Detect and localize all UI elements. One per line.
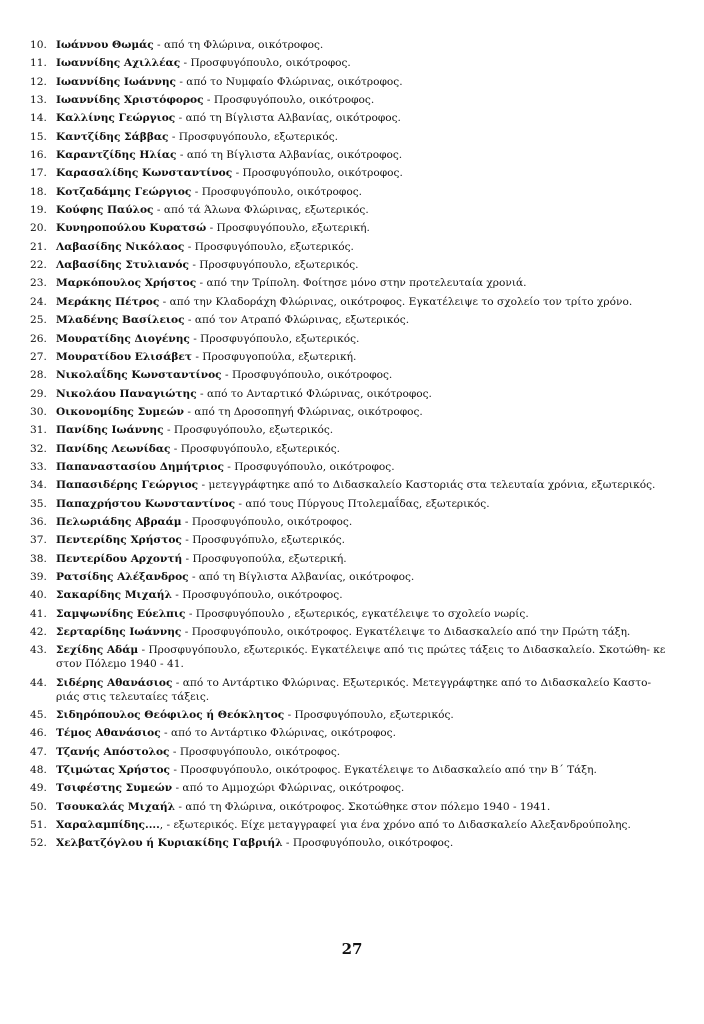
entry-number: 32.: [30, 442, 47, 455]
entry-number: 29.: [30, 387, 47, 400]
entry-number: 21.: [30, 240, 47, 253]
entry-number: 14.: [30, 112, 47, 125]
entry-name: Κοτζαδάμης Γεώργιος: [56, 185, 192, 198]
list-item: [30, 836, 670, 850]
entry-description: - Προσφυγόπουλο , εξωτερικός, εγκατέλειψε το σχολείο νωρίς.: [185, 607, 529, 620]
entry-name: Πανίδης Λεωνίδας: [56, 442, 171, 455]
entry-description: - από το Ανταρτικό Φλώρινας, οικότροφος.: [196, 387, 432, 400]
entry-text: [56, 607, 670, 621]
list-item: [30, 497, 670, 511]
entry-text: [56, 93, 670, 107]
list-item: [30, 387, 670, 401]
entry-number: 25.: [30, 314, 47, 327]
entry-name: Καραντζίδης Ηλίας: [56, 149, 177, 162]
entry-name: Τέμος Αθανάσιος: [56, 727, 161, 740]
entry-description: - από τά Άλωνα Φλώρινας, εξωτερικός.: [153, 204, 369, 217]
list-item: [30, 588, 670, 602]
entry-number: 36.: [30, 515, 47, 528]
entry-description: - από τους Πύργους Πτολεμαΐδας, εξωτερικός.: [235, 497, 490, 510]
entry-text: [56, 405, 670, 419]
entry-text: [56, 221, 670, 235]
entry-name: Ιωάννου Θωμάς: [56, 39, 154, 51]
entry-text: [56, 478, 670, 492]
entry-number: 42.: [30, 626, 47, 638]
list-item: [30, 368, 670, 382]
entry-description: - Προσφυγόπουλο, οικότροφος.: [223, 460, 395, 473]
entry-name: Κυνηροπούλου Κυρατσώ: [56, 222, 207, 235]
entry-name: Νικολαΐδης Κωνσταντίνος: [56, 369, 222, 382]
entry-name: Σεχίδης Αδάμ: [56, 644, 139, 657]
entry-text: [56, 185, 670, 199]
entry-description: - Προσφυγόπουλο, οικότροφος.: [232, 167, 403, 180]
entry-text: [56, 745, 670, 759]
entry-text: [56, 276, 670, 290]
entry-description: - Προσφυγόπουλο, οικότροφος.: [203, 94, 375, 107]
entry-name: Σιδηρόπουλος Θεόφιλος ή Θεόκλητος: [56, 709, 285, 722]
entry-number: 45.: [30, 709, 47, 722]
entry-description: - Προσφυγόπουλο, οικότροφος.: [180, 57, 351, 70]
entry-text: [56, 570, 670, 584]
entry-number: 28.: [30, 369, 47, 382]
entry-name: Σακαρίδης Μιχαήλ: [56, 589, 172, 602]
entry-name: Μουρατίδου Ελισάβετ: [56, 350, 192, 363]
list-item: [30, 313, 670, 327]
entry-number: 46.: [30, 727, 47, 740]
entry-number: 52.: [30, 837, 47, 850]
list-item: [30, 75, 670, 89]
entry-text: [56, 726, 670, 740]
entry-description: - Προσφυγόπουλο, οικότροφος.: [191, 185, 363, 198]
entry-number: 51.: [30, 819, 47, 832]
entry-description: - Προσφυγόπυλο, εξωτερικός.: [181, 534, 346, 547]
entry-text: [56, 676, 670, 704]
entry-description: - Προσφυγόπουλο, εξωτερικός.: [163, 424, 334, 437]
entry-number: 35.: [30, 497, 47, 510]
entry-number: 18.: [30, 185, 47, 198]
entry-number: 13.: [30, 94, 47, 107]
entry-number: 27.: [30, 350, 47, 363]
entry-description: - Προσφυγόπουλο, εξωτερικός.: [168, 130, 339, 143]
entry-description: - Προσφυγόπουλο, οικότροφος.: [282, 837, 454, 850]
list-item: [30, 643, 670, 671]
list-item: [30, 607, 670, 621]
entry-number: 10.: [30, 39, 47, 51]
entry-number: 31.: [30, 424, 47, 437]
entry-text: [56, 763, 670, 777]
list-item: [30, 570, 670, 584]
entry-text: [56, 332, 670, 346]
entry-name: Πανίδης Ιωάννης: [56, 424, 164, 437]
list-item: [30, 460, 670, 474]
list-item: [30, 726, 670, 740]
list-item: [30, 185, 670, 199]
entry-number: 24.: [30, 295, 47, 308]
entry-name: Ιωαννίδης Χριστόφορος: [56, 94, 204, 107]
entry-name: Τζανής Απόστολος: [56, 745, 170, 758]
entry-name: Σιδέρης Αθανάσιος: [56, 676, 173, 689]
list-item: [30, 423, 670, 437]
entry-text: [56, 460, 670, 474]
list-item: [30, 130, 670, 144]
entry-name: Παπαχρήστου Κωνσταντίνος: [56, 497, 236, 510]
entry-number: 15.: [30, 130, 47, 143]
list-item: [30, 515, 670, 529]
list-item: [30, 203, 670, 217]
list-item: [30, 708, 670, 722]
entry-text: [56, 148, 670, 162]
entry-number: 19.: [30, 204, 47, 217]
entry-text: [56, 350, 670, 364]
entry-name: Πεντερίδου Αρχοντή: [56, 552, 183, 565]
entry-description: - Προσφυγόπουλο, οικότροφος. Εγκατέλειψε το Διδασκαλείο από την Β΄ Τάξη.: [169, 764, 597, 777]
entry-number: 44.: [30, 676, 47, 689]
list-item: [30, 276, 670, 290]
entry-text: [56, 818, 670, 832]
list-item: [30, 166, 670, 180]
entry-number: 26.: [30, 332, 47, 345]
list-item: [30, 56, 670, 70]
list-item: [30, 552, 670, 566]
entry-text: [56, 423, 670, 437]
entry-description: - Προσφυγόπουλο, εξωτερική.: [206, 222, 370, 235]
entry-number: 49.: [30, 782, 47, 795]
entry-number: 37.: [30, 534, 47, 547]
entry-number: 20.: [30, 222, 47, 235]
student-list: [30, 38, 670, 855]
entry-number: 12.: [30, 75, 47, 88]
entry-name: Μλαδένης Βασίλειος: [56, 314, 185, 327]
entry-name: Λαβασίδης Στυλιανός: [56, 259, 189, 272]
entry-text: [56, 295, 670, 309]
entry-number: 34.: [30, 479, 47, 492]
entry-description: - από τη Βίγλιστα Αλβανίας, οικότροφος.: [176, 149, 403, 162]
entry-number: 41.: [30, 607, 47, 620]
entry-name: Παπαναστασίου Δημήτριος: [56, 460, 224, 473]
entry-name: Χελβατζόγλου ή Κυριακίδης Γαβριήλ: [56, 837, 283, 850]
entry-number: 43.: [30, 644, 47, 657]
entry-text: [56, 387, 670, 401]
entry-name: Μαρκόπουλος Χρήστος: [56, 277, 197, 290]
entry-text: [56, 166, 670, 180]
entry-name: Ρατσίδης Αλέξανδρος: [56, 570, 189, 583]
list-item: [30, 818, 670, 832]
entry-description: - από την Κλαδοράχη Φλώρινας, οικότροφος. Εγκατέλειψε το σχολείο τον τρίτο χρόνο.: [159, 295, 633, 308]
entry-name: Καρασαλίδης Κωνσταντίνος: [56, 167, 233, 180]
list-item: [30, 258, 670, 272]
list-item: [30, 111, 670, 125]
entry-name: Σερταρίδης Ιωάννης: [56, 626, 182, 638]
list-item: [30, 332, 670, 346]
entry-name: Λαβασίδης Νικόλαος: [56, 240, 185, 253]
list-item: [30, 800, 670, 814]
entry-name: Σαμψωνίδης Εύελπις: [56, 607, 186, 620]
list-item: [30, 405, 670, 419]
entry-name: Πεντερίδης Χρήστος: [56, 534, 182, 547]
entry-number: 38.: [30, 552, 47, 565]
list-item: [30, 93, 670, 107]
list-item: [30, 38, 670, 52]
entry-description: - από το Αντάρτικο Φλώρινας, οικότροφος.: [160, 727, 396, 740]
entry-description: - Προσφυγόπουλο, εξωτερικός.: [189, 332, 360, 345]
entry-name: Τσιφέστης Συμεών: [56, 782, 173, 795]
entry-description: - Προσφυγόπουλο, οικότροφος.: [221, 369, 393, 382]
list-item: [30, 676, 670, 704]
entry-name: Πελωριάδης Αβραάμ: [56, 515, 182, 528]
entry-description: - από τον Ατραπό Φλώρινας, εξωτερικός.: [184, 314, 410, 327]
list-item: [30, 240, 670, 254]
entry-description: - Προσφυγόπουλο, εξωτερικός.: [184, 240, 354, 253]
entry-text: [56, 313, 670, 327]
entry-description: , - εξωτερικός. Είχε μεταγγραφεί για ένα χρόνο από το Διδασκαλείο Αλεξανδρούπολης.: [159, 819, 631, 832]
entry-name: Ιωαννίδης Αχιλλέας: [56, 57, 181, 70]
entry-description: - από τη Φλώρινα, οικότροφος.: [153, 39, 324, 51]
entry-description: - από τη Φλώρινα, οικότροφος. Σκοτώθηκε στον πόλεμο 1940 - 1941.: [175, 800, 551, 813]
entry-description: - από το Αμμοχώρι Φλώρινας, οικότροφος.: [172, 782, 405, 795]
entry-description: - Προσφυγόπουλο, οικότροφος. Εγκατέλειψε το Διδασκαλείο από την Πρώτη τάξη.: [181, 626, 631, 638]
entry-text: [56, 368, 670, 382]
entry-name: Καντζίδης Σάββας: [56, 130, 169, 143]
entry-number: 39.: [30, 570, 47, 583]
list-item: [30, 221, 670, 235]
entry-text: [56, 240, 670, 254]
entry-name: Τζιμώτας Χρήστος: [56, 764, 170, 777]
entry-name: Οικονομίδης Συμεών: [56, 405, 185, 418]
entry-text: [56, 203, 670, 217]
list-item: [30, 295, 670, 309]
entry-text: [56, 56, 670, 70]
entry-text: [56, 497, 670, 511]
entry-number: 47.: [30, 745, 47, 758]
entry-name: Τσουκαλάς Μιχαήλ: [56, 800, 176, 813]
entry-number: 33.: [30, 460, 47, 473]
list-item: [30, 148, 670, 162]
entry-text: [56, 533, 670, 547]
entry-description: - Προσφυγοπούλα, εξωτερική.: [191, 350, 357, 363]
entry-name: Νικολάου Παναγιώτης: [56, 387, 197, 400]
entry-text: [56, 708, 670, 722]
entry-text: [56, 800, 670, 814]
entry-text: [56, 442, 670, 456]
entry-text: [56, 258, 670, 272]
list-item: [30, 763, 670, 777]
entry-text: [56, 111, 670, 125]
entry-text: [56, 643, 670, 671]
entry-description: - από το Νυμφαίο Φλώρινας, οικότροφος.: [175, 75, 403, 88]
entry-number: 11.: [30, 57, 47, 70]
entry-name: Ιωαννίδης Ιωάννης: [56, 75, 176, 88]
entry-number: 17.: [30, 167, 47, 180]
entry-description: - από τη Βίγλιστα Αλβανίας, οικότροφος.: [188, 570, 415, 583]
entry-text: [56, 552, 670, 566]
entry-description: - από την Τρίπολη. Φοίτησε μόνο στην προτελευταία χρονιά.: [196, 277, 527, 290]
entry-number: 22.: [30, 259, 47, 272]
entry-name: Παπασιδέρης Γεώργιος: [56, 479, 199, 492]
entry-number: 16.: [30, 149, 47, 162]
entry-name: Κούφης Παύλος: [56, 204, 154, 217]
list-item: [30, 533, 670, 547]
entry-description: - από το Αντάρτικο Φλώρινας. Εξωτερικός. Μετεγγράφτηκε από το Διδασκαλείο Καστο- ριάς στις τελευταίες τάξεις.: [56, 676, 652, 703]
list-item: [30, 625, 670, 639]
entry-number: 23.: [30, 277, 47, 290]
entry-text: [56, 781, 670, 795]
entry-text: [56, 75, 670, 89]
entry-name: Καλλίνης Γεώργιος: [56, 112, 176, 125]
entry-number: 50.: [30, 800, 47, 813]
entry-description: - Προσφυγόπουλο, εξωτερικός. Εγκατέλειψε από τις πρώτες τάξεις το Διδασκαλείο. Σκοτώθη- κε στον Πόλεμο 1940 - 41.: [56, 644, 666, 671]
entry-text: [56, 836, 670, 850]
entry-number: 48.: [30, 764, 47, 777]
entry-text: [56, 515, 670, 529]
list-item: [30, 442, 670, 456]
entry-description: - μετεγγράφτηκε από το Διδασκαλείο Καστοριάς στα τελευταία χρόνια, εξωτερικός.: [198, 479, 656, 492]
page-number: 27: [341, 940, 363, 958]
entry-number: 40.: [30, 589, 47, 602]
entry-text: [56, 38, 670, 52]
entry-text: [56, 588, 670, 602]
entry-number: 30.: [30, 405, 47, 418]
entry-description: - Προσφυγόπουλο, εξωτερικός.: [188, 259, 359, 272]
entry-name: Μεράκης Πέτρος: [56, 295, 160, 308]
entry-description: - από τη Βίγλιστα Αλβανίας, οικότροφος.: [175, 112, 401, 125]
entry-text: [56, 625, 670, 639]
entry-name: Μουρατίδης Διογένης: [56, 332, 190, 345]
entry-description: - Προσφυγόπουλο, εξωτερικός.: [284, 709, 454, 722]
list-item: [30, 745, 670, 759]
entry-description: - Προσφυγοπούλα, εξωτερική.: [182, 552, 347, 565]
entry-description: - Προσφυγόπουλο, οικότροφος.: [171, 589, 343, 602]
entry-description: - από τη Δροσοπηγή Φλώρινας, οικότροφος.: [184, 405, 423, 418]
entry-name: Χαραλαμπίδης....: [56, 819, 160, 832]
list-item: [30, 350, 670, 364]
list-item: [30, 781, 670, 795]
entry-description: - Προσφυγόπουλο, εξωτερικός.: [170, 442, 340, 455]
entry-description: - Προσφυγόπουλο, οικότροφος.: [181, 515, 353, 528]
entry-text: [56, 130, 670, 144]
entry-description: - Προσφυγόπουλο, οικότροφος.: [169, 745, 341, 758]
list-item: [30, 478, 670, 492]
